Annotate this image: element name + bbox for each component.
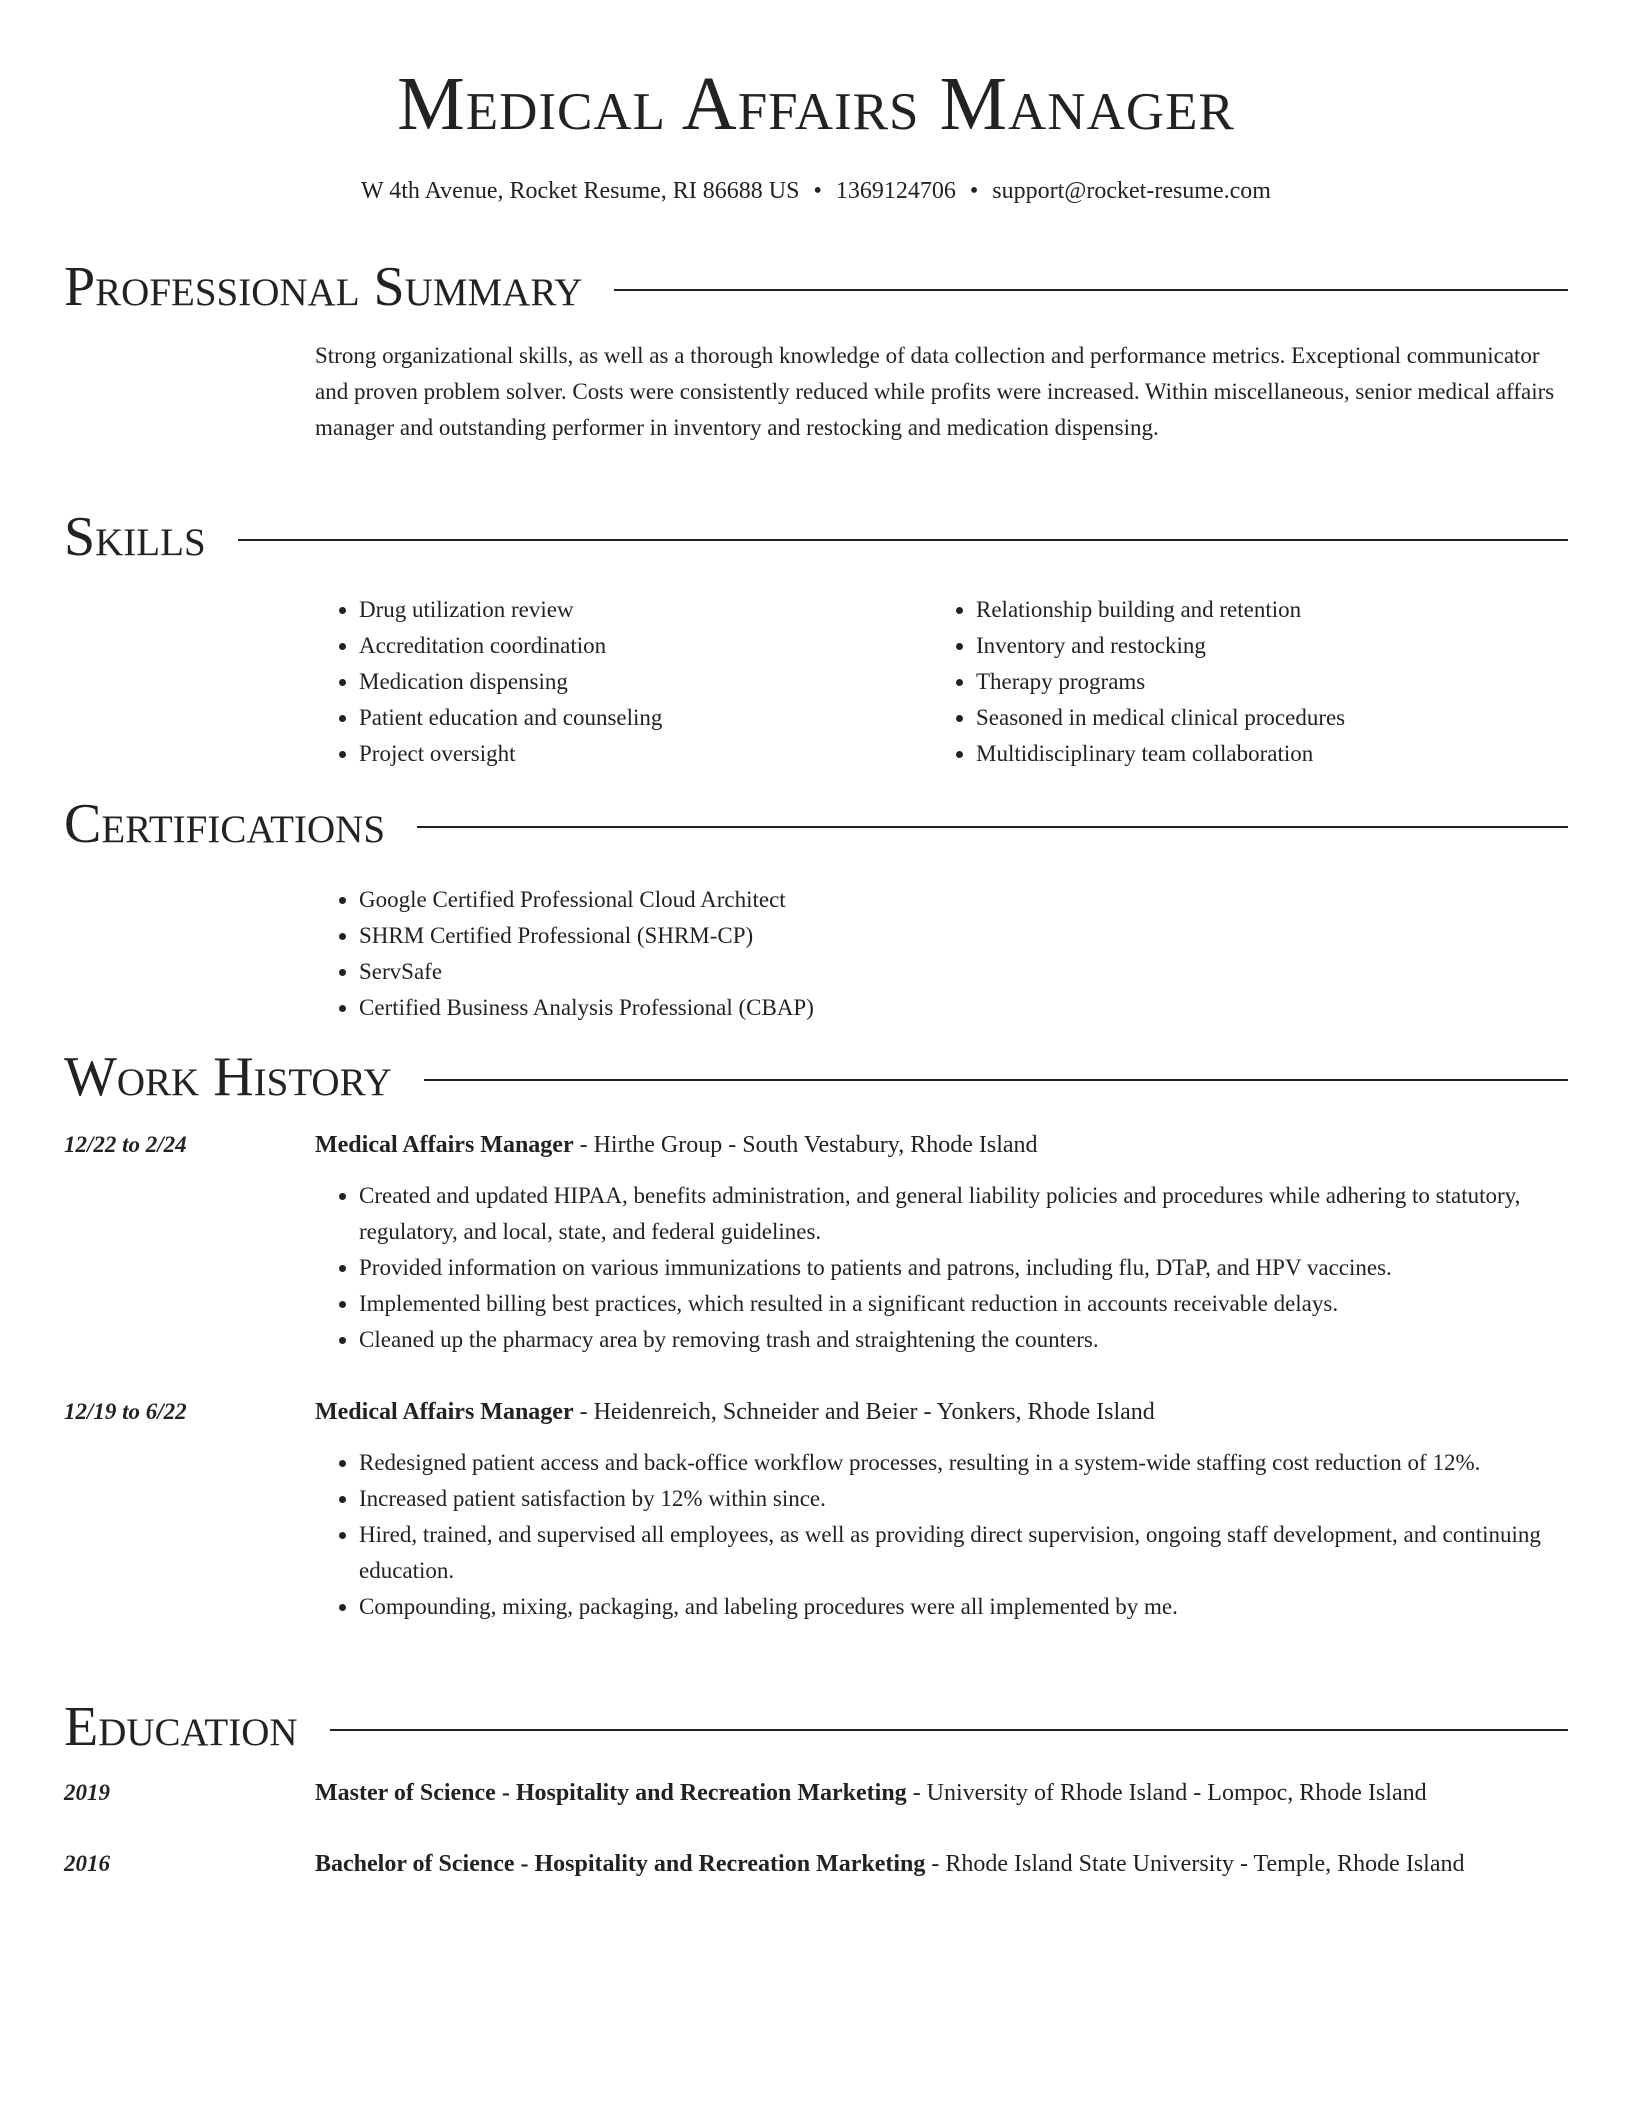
job-heading	[315, 1126, 1568, 1164]
education-heading	[315, 1774, 1568, 1812]
section-divider	[614, 289, 1568, 291]
section-divider	[417, 826, 1568, 828]
skills-column-left	[315, 592, 875, 772]
job-role: Medical Affairs Manager	[315, 1399, 574, 1425]
job-dates: 12/19 to 6/22	[64, 1399, 187, 1424]
section-header-summary	[64, 252, 1568, 322]
job-bullet: • Implemented billing best practices, which resulted in a significant reduction in accounts receivable delays.	[359, 1286, 1568, 1322]
job-bullet: • Hired, trained, and supervised all employees, as well as providing direct supervision, ongoing staff development, and continuing education.	[359, 1517, 1568, 1589]
job-role: Medical Affairs Manager	[315, 1132, 574, 1158]
job-bullet: • Created and updated HIPAA, benefits administration, and general liability policies and procedures while adhering to statutory, regulatory, and local, state, and federal guidelines.	[359, 1178, 1568, 1250]
education-degree: Master of Science - Hospitality and Recreation Marketing	[315, 1780, 907, 1806]
contact-email[interactable]: support@rocket-resume.com	[992, 178, 1271, 204]
skill-item: • Patient education and counseling	[359, 700, 875, 736]
resume-title: Medical Affairs Manager	[397, 62, 1235, 146]
skill-item: • Drug utilization review	[359, 592, 875, 628]
section-title-certifications: Certifications	[64, 793, 386, 855]
certification-item: • SHRM Certified Professional (SHRM-CP)	[359, 918, 1315, 954]
job-bullet: • Redesigned patient access and back-office workflow processes, resulting in a system-wide staffing cost reduction of 12%.	[359, 1445, 1568, 1481]
job-bullet: • Increased patient satisfaction by 12% within since.	[359, 1481, 1568, 1517]
job-bullet: • Provided information on various immunizations to patients and patrons, including flu, DTaP, and HPV vaccines.	[359, 1250, 1568, 1286]
section-divider	[424, 1079, 1568, 1081]
skill-item: • Therapy programs	[976, 664, 1568, 700]
contact-line	[0, 174, 1632, 208]
contact-separator: •	[813, 178, 822, 204]
job-bullet: • Compounding, mixing, packaging, and labeling procedures were all implemented by me.	[359, 1589, 1568, 1625]
section-header-skills	[64, 502, 1568, 572]
section-divider	[330, 1729, 1568, 1731]
certifications-list	[315, 882, 1315, 1026]
summary-text: Strong organizational skills, as well as a thorough knowledge of data collection and performance metrics. Exceptional communicator and proven problem solver. Costs were consistently reduced while profits were increased. Within miscellaneous, senior medical affairs manager and outstanding performer in inventory and restocking and medication dispensing.	[315, 343, 1555, 440]
education-year: 2016	[64, 1851, 110, 1876]
job-details: - Hirthe Group - South Vestabury, Rhode Island	[573, 1132, 1038, 1158]
job-bullet: • Cleaned up the pharmacy area by removing trash and straightening the counters.	[359, 1322, 1568, 1358]
skill-item: • Accreditation coordination	[359, 628, 875, 664]
contact-separator: •	[969, 178, 979, 204]
section-title-summary: Professional Summary	[64, 256, 583, 318]
education-details: - University of Rhode Island - Lompoc, Rhode Island	[906, 1780, 1427, 1806]
skills-column-right	[932, 592, 1568, 772]
skill-item: • Seasoned in medical clinical procedures	[976, 700, 1568, 736]
education-heading	[315, 1845, 1568, 1883]
contact-phone: 1369124706	[835, 178, 956, 204]
skill-item: • Medication dispensing	[359, 664, 875, 700]
section-header-education	[64, 1692, 1568, 1762]
job-bullets	[315, 1445, 1568, 1625]
contact-address: W 4th Avenue, Rocket Resume, RI 86688 US	[361, 178, 800, 204]
section-divider	[238, 539, 1568, 541]
education-year: 2019	[64, 1780, 110, 1805]
skill-item: • Relationship building and retention	[976, 592, 1568, 628]
education-details: - Rhode Island State University - Temple, Rhode Island	[925, 1851, 1465, 1877]
skill-item: • Project oversight	[359, 736, 875, 772]
job-details: - Heidenreich, Schneider and Beier - Yonkers, Rhode Island	[573, 1399, 1155, 1425]
section-header-work-history	[64, 1042, 1568, 1112]
section-title-skills: Skills	[64, 506, 206, 568]
job-heading	[315, 1393, 1568, 1431]
certification-item: • ServSafe	[359, 954, 1315, 990]
certification-item: • Google Certified Professional Cloud Architect	[359, 882, 1315, 918]
certification-item: • Certified Business Analysis Professional (CBAP)	[359, 990, 1315, 1026]
skill-item: • Inventory and restocking	[976, 628, 1568, 664]
job-bullets	[315, 1178, 1568, 1358]
skill-item: • Multidisciplinary team collaboration	[976, 736, 1568, 772]
section-header-certifications	[64, 789, 1568, 859]
section-title-work-history: Work History	[64, 1046, 392, 1108]
education-degree: Bachelor of Science - Hospitality and Recreation Marketing	[315, 1851, 926, 1877]
section-title-education: Education	[64, 1696, 298, 1758]
job-dates: 12/22 to 2/24	[64, 1132, 187, 1157]
